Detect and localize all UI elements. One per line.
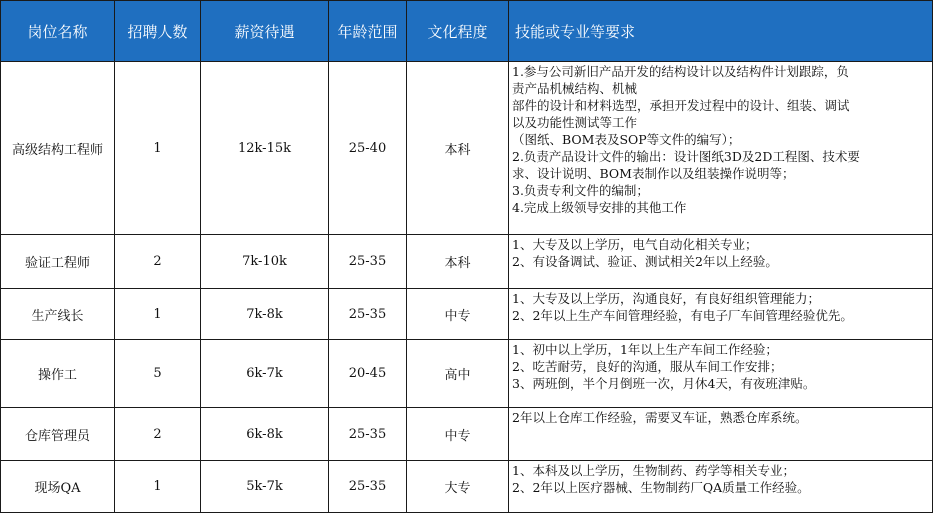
cell-education: 高中 bbox=[407, 340, 509, 408]
table-row bbox=[1, 235, 933, 289]
cell-age: 25-40 bbox=[329, 62, 407, 235]
table-row bbox=[1, 62, 933, 235]
cell-count: 1 bbox=[115, 62, 201, 235]
requirement-line: 1、本科及以上学历，生物制药、药学等相关专业； bbox=[512, 463, 795, 478]
cell-position: 现场QA bbox=[1, 461, 115, 513]
table-row bbox=[1, 340, 933, 408]
header-requirements: 技能或专业等要求 bbox=[509, 1, 933, 62]
cell-position: 验证工程师 bbox=[1, 235, 115, 289]
requirement-line: 1、初中以上学历，1年以上生产车间工作经验； bbox=[512, 342, 778, 357]
requirement-line: 4.完成上级领导安排的其他工作 bbox=[512, 200, 687, 215]
cell-requirements bbox=[509, 289, 933, 340]
cell-count: 2 bbox=[115, 408, 201, 461]
header-count: 招聘人数 bbox=[115, 1, 201, 62]
cell-salary: 7k-8k bbox=[201, 289, 329, 340]
requirement-line: 2、2年以上医疗器械、生物制药厂QA质量工作经验。 bbox=[512, 480, 810, 495]
header-age: 年龄范围 bbox=[329, 1, 407, 62]
requirement-line: 以及功能性测试等工作 bbox=[512, 115, 638, 130]
cell-count: 1 bbox=[115, 289, 201, 340]
cell-requirements bbox=[509, 340, 933, 408]
requirement-line: 2、吃苦耐劳，良好的沟通，服从车间工作安排； bbox=[512, 359, 783, 374]
cell-age: 25-35 bbox=[329, 289, 407, 340]
cell-requirements bbox=[509, 461, 933, 513]
cell-salary: 6k-8k bbox=[201, 408, 329, 461]
requirement-line: 2、2年以上生产车间管理经验，有电子厂车间管理经验优先。 bbox=[512, 308, 853, 323]
cell-count: 2 bbox=[115, 235, 201, 289]
requirement-line: 3.负责专利文件的编制； bbox=[512, 183, 649, 198]
cell-count: 1 bbox=[115, 461, 201, 513]
requirement-line: 2.负责产品设计文件的输出：设计图纸3D及2D工程图、技术要 bbox=[512, 149, 860, 164]
cell-age: 25-35 bbox=[329, 408, 407, 461]
cell-salary: 12k-15k bbox=[201, 62, 329, 235]
cell-requirements bbox=[509, 408, 933, 461]
requirement-line: 求、设计说明、BOM表制作以及组装操作说明等； bbox=[512, 166, 795, 181]
cell-count: 5 bbox=[115, 340, 201, 408]
cell-age: 20-45 bbox=[329, 340, 407, 408]
cell-position: 生产线长 bbox=[1, 289, 115, 340]
cell-education: 中专 bbox=[407, 289, 509, 340]
requirement-line: （图纸、BOM表及SOP等文件的编写）； bbox=[512, 132, 741, 147]
table-row bbox=[1, 408, 933, 461]
cell-requirements bbox=[509, 62, 933, 235]
header-position: 岗位名称 bbox=[1, 1, 115, 62]
table-row bbox=[1, 461, 933, 513]
header-education: 文化程度 bbox=[407, 1, 509, 62]
cell-education: 大专 bbox=[407, 461, 509, 513]
requirement-line: 1.参与公司新旧产品开发的结构设计以及结构件计划跟踪，负 bbox=[512, 64, 849, 79]
cell-position: 操作工 bbox=[1, 340, 115, 408]
cell-salary: 6k-7k bbox=[201, 340, 329, 408]
table-row bbox=[1, 289, 933, 340]
cell-salary: 7k-10k bbox=[201, 235, 329, 289]
requirement-line: 1、大专及以上学历，沟通良好，有良好组织管理能力； bbox=[512, 291, 820, 306]
requirement-line: 2年以上仓库工作经验，需要叉车证，熟悉仓库系统。 bbox=[512, 410, 808, 425]
requirement-line: 3、两班倒，半个月倒班一次，月休4天，有夜班津贴。 bbox=[512, 376, 816, 391]
cell-age: 25-35 bbox=[329, 235, 407, 289]
cell-salary: 5k-7k bbox=[201, 461, 329, 513]
requirement-line: 2、有设备调试、验证、测试相关2年以上经验。 bbox=[512, 254, 778, 269]
requirement-line: 部件的设计和材料选型，承担开发过程中的设计、组装、调试 bbox=[512, 98, 850, 113]
cell-position: 高级结构工程师 bbox=[1, 62, 115, 235]
header-salary: 薪资待遇 bbox=[201, 1, 329, 62]
cell-education: 中专 bbox=[407, 408, 509, 461]
cell-position: 仓库管理员 bbox=[1, 408, 115, 461]
requirement-line: 责产品机械结构、机械 bbox=[512, 81, 638, 96]
header-row bbox=[1, 1, 933, 62]
cell-education: 本科 bbox=[407, 235, 509, 289]
cell-age: 25-35 bbox=[329, 461, 407, 513]
cell-requirements bbox=[509, 235, 933, 289]
cell-education: 本科 bbox=[407, 62, 509, 235]
requirement-line: 1、大专及以上学历，电气自动化相关专业； bbox=[512, 237, 758, 252]
